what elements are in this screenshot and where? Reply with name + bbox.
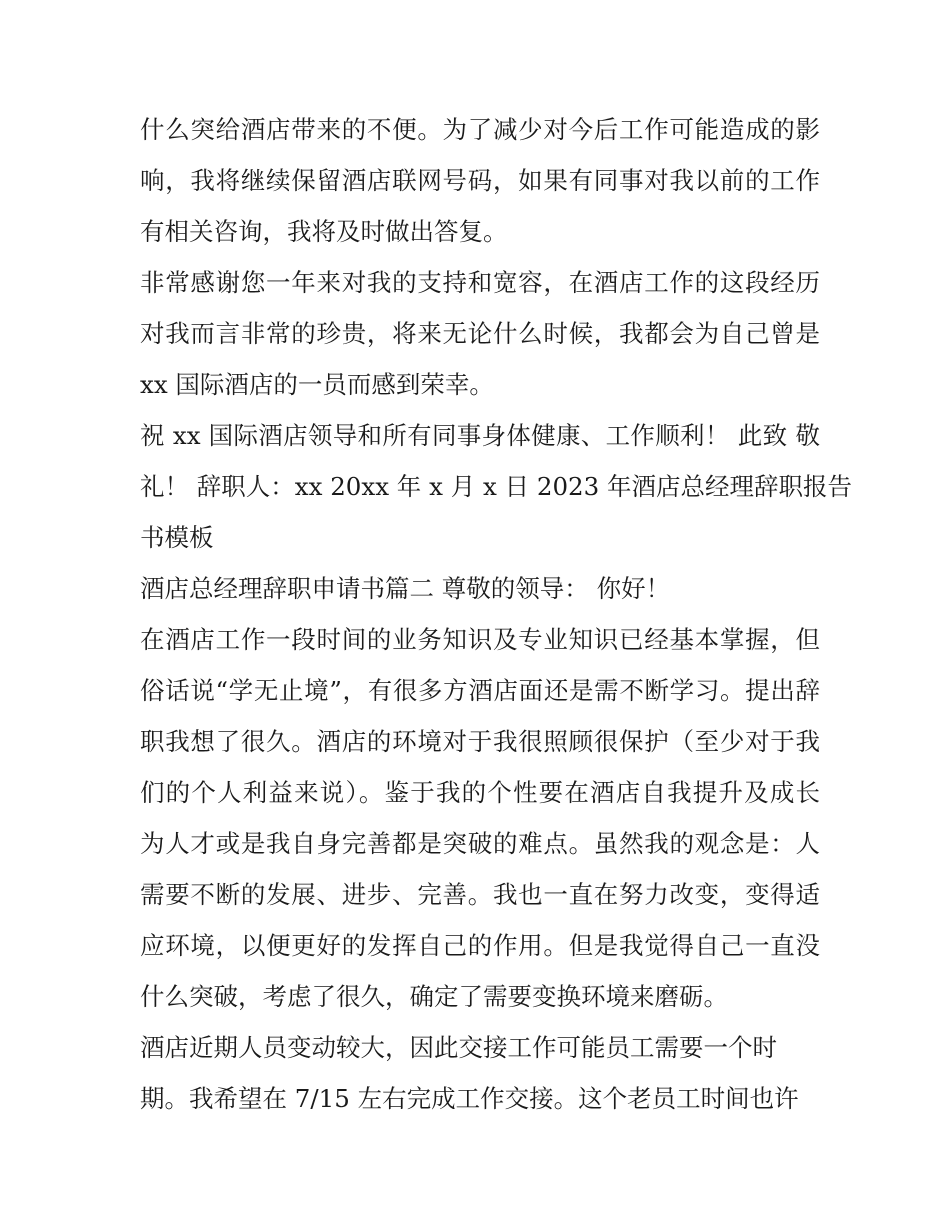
text-line: 需要不断的发展、进步、完善。我也一直在努力改变，变得适: [140, 880, 820, 909]
text-line: 响，我将继续保留酒店联网号码，如果有同事对我以前的工作: [140, 166, 820, 195]
text-line: 有相关咨询，我将及时做出答复。: [140, 217, 508, 246]
text-line: 在酒店工作一段时间的业务知识及专业知识已经基本掌握，但: [140, 625, 820, 654]
text-line: 对我而言非常的珍贵，将来无论什么时候，我都会为自己曾是: [140, 319, 820, 348]
text-line: 什么突给酒店带来的不便。为了减少对今后工作可能造成的影: [140, 115, 820, 144]
text-line: 期。我希望在 7/15 左右完成工作交接。这个老员工时间也许: [140, 1084, 799, 1113]
document-body: [140, 104, 853, 1124]
text-line: 祝 xx 国际酒店领导和所有同事身体健康、工作顺利！ 此致 敬: [140, 421, 820, 450]
text-line: 俗话说“学无止境”，有很多方酒店面还是需不断学习。提出辞: [140, 676, 820, 705]
text-line: 酒店总经理辞职申请书篇二 尊敬的领导： 你好！: [140, 574, 671, 603]
text-line: 们的个人利益来说）。鉴于我的个性要在酒店自我提升及成长: [140, 778, 820, 807]
text-line: 非常感谢您一年来对我的支持和宽容，在酒店工作的这段经历: [140, 268, 820, 297]
text-line: 礼！ 辞职人：xx 20xx 年 x 月 x 日 2023 年酒店总经理辞职报告: [140, 472, 853, 501]
text-line: xx 国际酒店的一员而感到荣幸。: [140, 370, 494, 399]
text-line: 应环境，以便更好的发挥自己的作用。但是我觉得自己一直没: [140, 931, 820, 960]
text-line: 酒店近期人员变动较大，因此交接工作可能员工需要一个时: [140, 1033, 777, 1062]
text-line: 书模板: [140, 523, 214, 552]
text-line: 什么突破，考虑了很久，确定了需要变换环境来磨砺。: [140, 982, 728, 1011]
text-line: 为人才或是我自身完善都是突破的难点。虽然我的观念是：人: [140, 829, 820, 858]
text-line: 职我想了很久。酒店的环境对于我很照顾很保护（至少对于我: [140, 727, 820, 756]
